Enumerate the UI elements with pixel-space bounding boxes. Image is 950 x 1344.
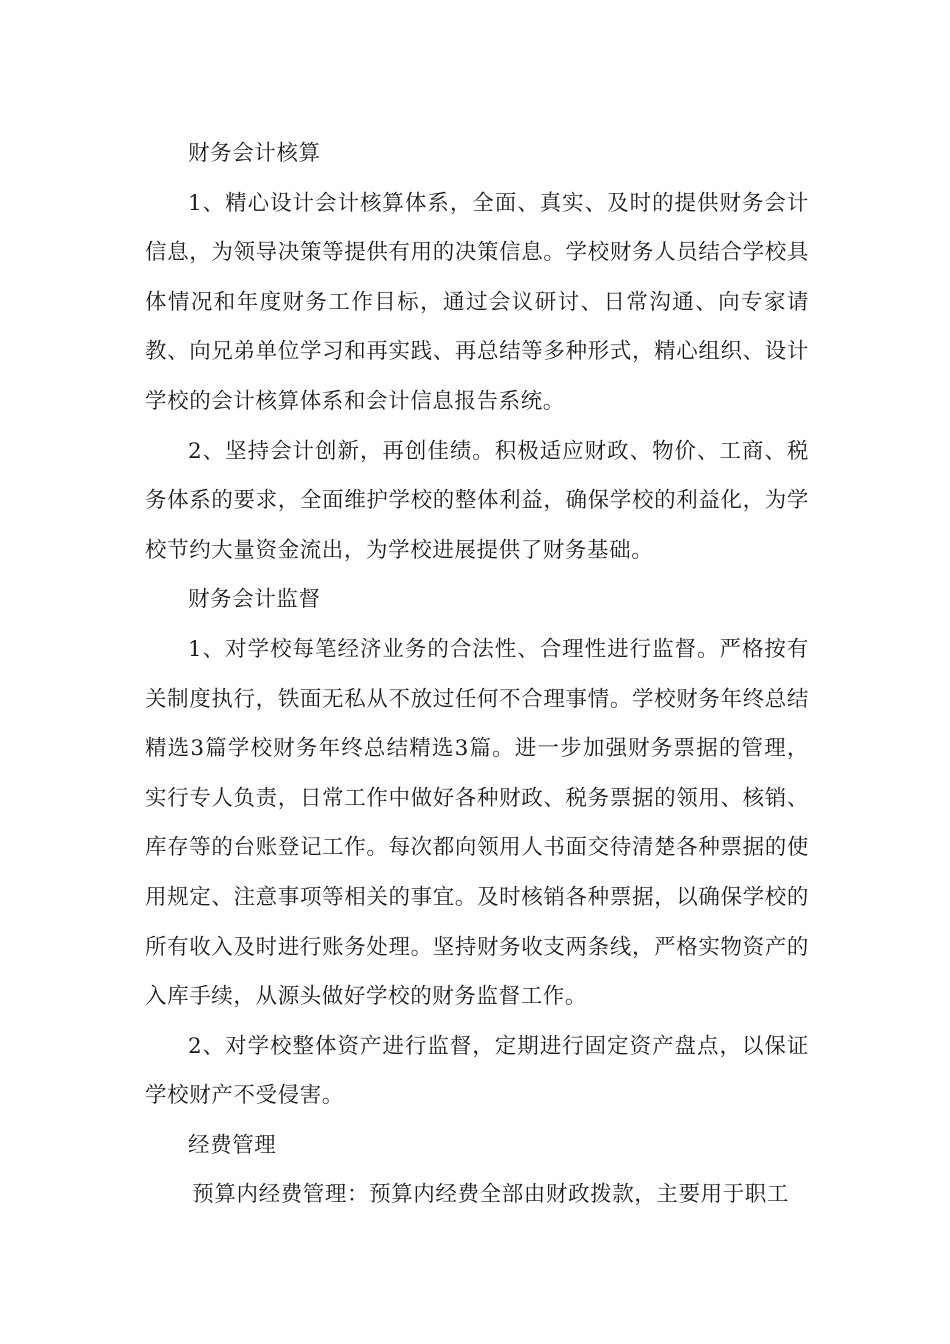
- document-body: [145, 129, 809, 1220]
- paragraph-supervision-2: 2、对学校整体资产进行监督，定期进行固定资产盘点，以保证学校财产不受侵害。: [145, 1033, 809, 1109]
- paragraph-funding-1: 预算内经费管理：预算内经费全部由财政拨款，主要用于职工: [192, 1182, 789, 1208]
- paragraph-accounting-1: 1、精心设计会计核算体系，全面、真实、及时的提供财务会计信息，为领导决策等提供有用的决策信息。学校财务人员结合学校具体情况和年度财务工作目标，通过会议研讨、日常沟通、向专家请教、向兄弟单位学习和再实践、再总结等多种形式，精心组织、设计学校的会计核算体系和会计信息报告系统。: [145, 190, 809, 414]
- section-heading-accounting: 财务会计核算: [188, 141, 321, 166]
- paragraph-supervision-1: 1、对学校每笔经济业务的合法性、合理性进行监督。严格按有关制度执行，铁面无私从不放过任何不合理事情。学校财务年终总结精选3篇学校财务年终总结精选3篇。进一步加强财务票据的管理，实行专人负责，日常工作中做好各种财政、税务票据的领用、核销、库存等的台账登记工作。每次都向领用人书面交待清楚各种票据的使用规定、注意事项等相关的事宜。及时核销各种票据，以确保学校的所有收入及时进行账务处理。坚持财务收支两条线，严格实物资产的入库手续，从源头做好学校的财务监督工作。: [145, 636, 809, 1010]
- section-heading-supervision: 财务会计监督: [188, 587, 321, 613]
- section-heading-funding: 经费管理: [188, 1132, 277, 1158]
- paragraph-accounting-2: 2、坚持会计创新，再创佳绩。积极适应财政、物价、工商、税务体系的要求，全面维护学校的整体利益，确保学校的利益化，为学校节约大量资金流出，为学校进展提供了财务基础。: [145, 438, 809, 563]
